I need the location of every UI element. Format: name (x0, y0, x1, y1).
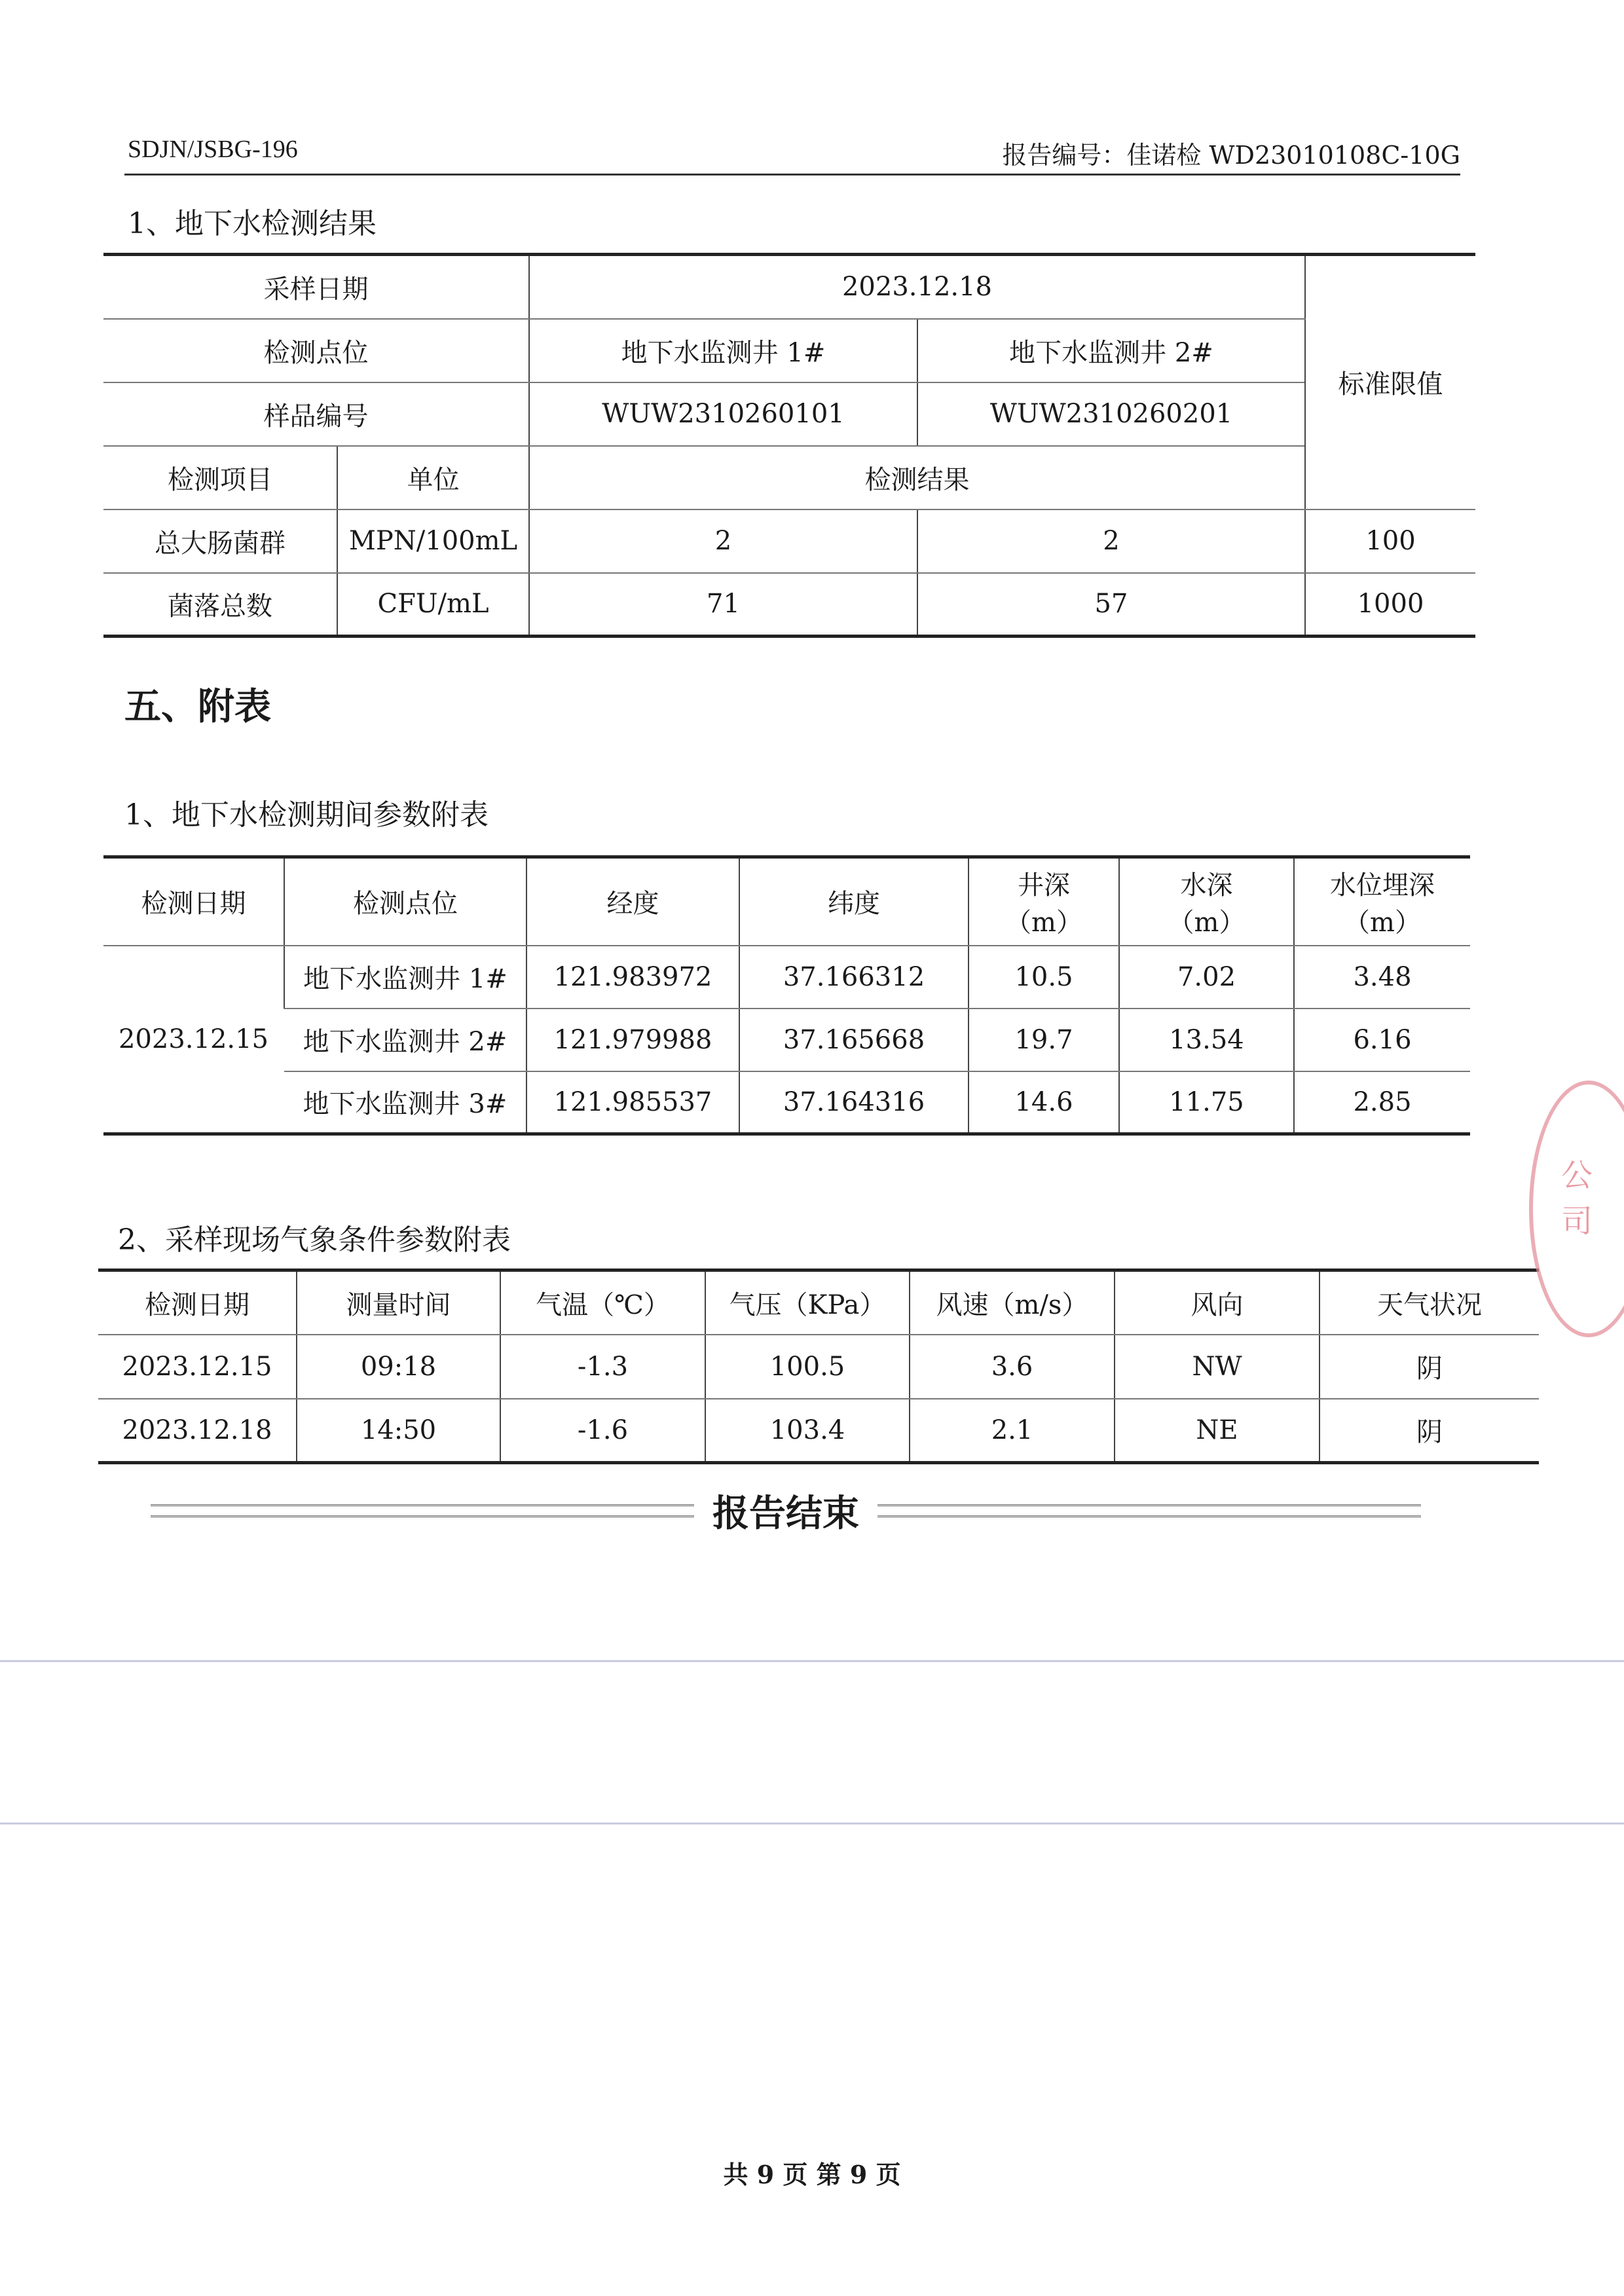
well-depth-value: 14.6 (969, 1071, 1119, 1134)
weather-value: 阴 (1320, 1399, 1539, 1463)
date-value: 2023.12.18 (98, 1399, 297, 1463)
label-sample-no: 样品编号 (103, 382, 529, 446)
burial-depth-value: 3.48 (1294, 946, 1470, 1009)
item-unit: MPN/100mL (337, 509, 529, 573)
longitude-value: 121.985537 (526, 1071, 739, 1134)
item-unit: CFU/mL (337, 573, 529, 637)
separator-line (877, 1504, 1421, 1517)
latitude-value: 37.166312 (739, 946, 969, 1009)
header-water-depth (1119, 857, 1294, 946)
document-code: SDJN/JSBG-196 (128, 136, 298, 163)
header-date: 检测日期 (103, 857, 284, 946)
separator-line (151, 1504, 694, 1517)
sample-id-1: WUW2310260101 (529, 382, 917, 446)
limit-value: 1000 (1305, 573, 1475, 637)
table-row (103, 573, 1475, 637)
header-water-depth-label: 水深 (1180, 870, 1233, 900)
label-result: 检测结果 (529, 446, 1305, 509)
header-unit: （m） (1168, 907, 1246, 938)
temperature-value: -1.6 (500, 1399, 705, 1463)
scan-divider (0, 1823, 1624, 1824)
header-unit: （m） (1005, 907, 1082, 938)
label-unit: 单位 (337, 446, 529, 509)
longitude-value: 121.979988 (526, 1009, 739, 1071)
header-wind-direction: 风向 (1115, 1270, 1320, 1335)
well-depth-value: 10.5 (969, 946, 1119, 1009)
groundwater-parameter-table (103, 855, 1470, 1136)
point-name: 地下水监测井 2# (284, 1009, 526, 1071)
header-rule (124, 174, 1460, 176)
page-footer: 共 9 页 第 9 页 (723, 2160, 901, 2189)
limit-value: 100 (1305, 509, 1475, 573)
table-row (103, 946, 1470, 1009)
sample-id-2: WUW2310260201 (917, 382, 1305, 446)
wind-direction-value: NW (1115, 1335, 1320, 1399)
header-well-depth-label: 井深 (1018, 870, 1070, 900)
item-name: 菌落总数 (103, 573, 337, 637)
header-longitude: 经度 (526, 857, 739, 946)
table-row (98, 1399, 1539, 1463)
header-well-depth (969, 857, 1119, 946)
groundwater-results-table (103, 253, 1475, 638)
header-latitude: 纬度 (739, 857, 969, 946)
pressure-value: 100.5 (705, 1335, 910, 1399)
wind-speed-value: 2.1 (910, 1399, 1115, 1463)
result-value: 57 (917, 573, 1305, 637)
header-pressure: 气压（KPa） (705, 1270, 910, 1335)
header-time: 测量时间 (297, 1270, 500, 1335)
weather-value: 阴 (1320, 1335, 1539, 1399)
header-burial-depth (1294, 857, 1470, 946)
sampling-date-value: 2023.12.18 (529, 255, 1305, 319)
burial-depth-value: 6.16 (1294, 1009, 1470, 1071)
table-row (98, 1335, 1539, 1399)
section-title-weather-table: 2、采样现场气象条件参数附表 (118, 1223, 511, 1257)
header-temperature: 气温（℃） (500, 1270, 705, 1335)
well-depth-value: 19.7 (969, 1009, 1119, 1071)
date-value: 2023.12.15 (98, 1335, 297, 1399)
seal-text: 公司 (1560, 1157, 1593, 1240)
header-burial-depth-label: 水位埋深 (1330, 870, 1435, 900)
well-2-name: 地下水监测井 2# (917, 319, 1305, 382)
water-depth-value: 13.54 (1119, 1009, 1294, 1071)
section-title-groundwater-results: 1、地下水检测结果 (128, 207, 377, 240)
header-weather: 天气状况 (1320, 1270, 1539, 1335)
header-date: 检测日期 (98, 1270, 297, 1335)
well-1-name: 地下水监测井 1# (529, 319, 917, 382)
result-value: 71 (529, 573, 917, 637)
label-sampling-date: 采样日期 (103, 255, 529, 319)
label-item: 检测项目 (103, 446, 337, 509)
report-end-line (151, 1481, 1421, 1540)
detection-date: 2023.12.15 (103, 946, 284, 1134)
temperature-value: -1.3 (500, 1335, 705, 1399)
scan-divider (0, 1660, 1624, 1662)
table-row (103, 509, 1475, 573)
label-point: 检测点位 (103, 319, 529, 382)
header-wind-speed: 风速（m/s） (910, 1270, 1115, 1335)
point-name: 地下水监测井 1# (284, 946, 526, 1009)
report-end-text: 报告结束 (712, 1492, 859, 1535)
longitude-value: 121.983972 (526, 946, 739, 1009)
time-value: 09:18 (297, 1335, 500, 1399)
water-depth-value: 11.75 (1119, 1071, 1294, 1134)
weather-parameter-table (98, 1268, 1539, 1464)
header-point: 检测点位 (284, 857, 526, 946)
point-name: 地下水监测井 3# (284, 1071, 526, 1134)
section-title-parameter-table: 1、地下水检测期间参数附表 (124, 798, 489, 832)
burial-depth-value: 2.85 (1294, 1071, 1470, 1134)
result-value: 2 (917, 509, 1305, 573)
header-unit: （m） (1344, 907, 1421, 938)
latitude-value: 37.164316 (739, 1071, 969, 1134)
time-value: 14:50 (297, 1399, 500, 1463)
table-row (103, 1009, 1470, 1071)
result-value: 2 (529, 509, 917, 573)
wind-speed-value: 3.6 (910, 1335, 1115, 1399)
section-title-appendix: 五、附表 (124, 685, 271, 728)
pressure-value: 103.4 (705, 1399, 910, 1463)
wind-direction-value: NE (1115, 1399, 1320, 1463)
label-standard-limit: 标准限值 (1305, 255, 1475, 509)
latitude-value: 37.165668 (739, 1009, 969, 1071)
table-row (103, 1071, 1470, 1134)
report-number: 报告编号：佳诺检 WD23010108C-10G (1002, 141, 1460, 170)
item-name: 总大肠菌群 (103, 509, 337, 573)
water-depth-value: 7.02 (1119, 946, 1294, 1009)
